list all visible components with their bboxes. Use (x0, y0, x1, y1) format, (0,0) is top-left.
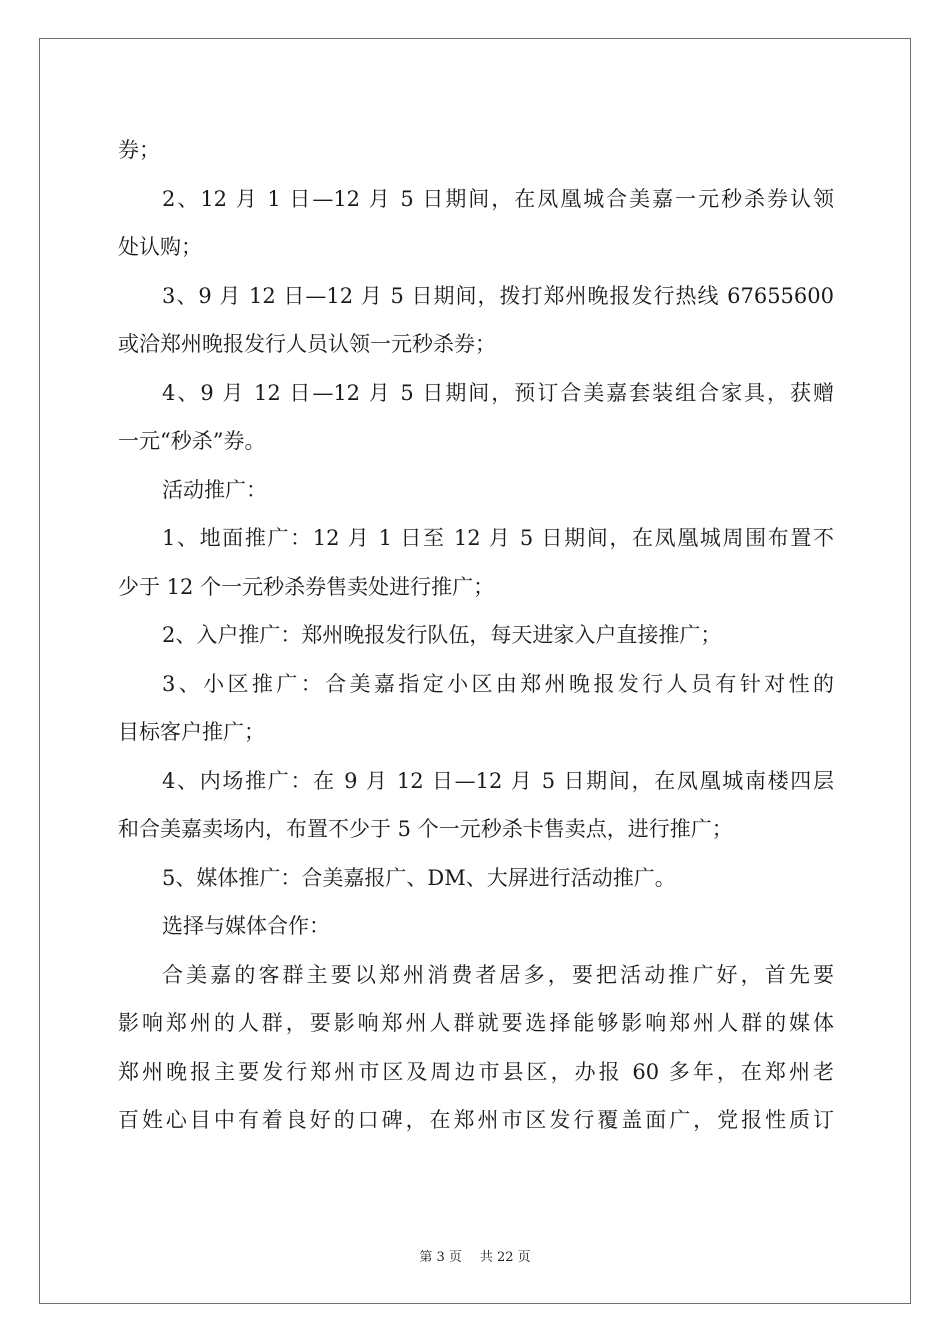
page-total: 共 22 页 (479, 1250, 531, 1265)
text-line: 1、地面推广：12 月 1 日至 12 月 5 日期间，在凤凰城周围布置不 (162, 526, 834, 550)
page-footer (0, 1246, 950, 1265)
text-line: 或洽郑州晚报发行人员认领一元秒杀券； (118, 332, 496, 356)
text-line: 少于 12 个一元秒杀券售卖处进行推广； (118, 574, 495, 599)
text-line: 处认购； (118, 235, 202, 259)
text-line: 郑州晚报主要发行郑州市区及周边市县区，办报 60 多年，在郑州老 (118, 1059, 834, 1084)
text-line: 2、入户推广：郑州晚报发行队伍，每天进家入户直接推广； (162, 623, 722, 647)
document-body (118, 126, 834, 1145)
text-line: 3、9 月 12 日—12 月 5 日期间，拨打郑州晚报发行热线 67655600 (162, 283, 834, 308)
text-line: 一元“秒杀”券。 (118, 429, 266, 453)
text-line: 4、9 月 12 日—12 月 5 日期间，预订合美嘉套装组合家具，获赠 (162, 380, 834, 405)
text-line: 5、媒体推广：合美嘉报广、DM、大屏进行活动推广。 (162, 865, 676, 890)
text-line: 合美嘉的客群主要以郑州消费者居多，要把活动推广好，首先要 (162, 962, 834, 987)
text-line: 3、小区推广：合美嘉指定小区由郑州晚报发行人员有针对性的 (162, 671, 834, 696)
text-line: 券； (118, 138, 160, 162)
text-line: 活动推广： (162, 477, 267, 502)
text-line: 百姓心目中有着良好的口碑，在郑州市区发行覆盖面广，党报性质订 (118, 1108, 834, 1132)
text-line: 影响郑州的人群，要影响郑州人群就要选择能够影响郑州人群的媒体 (118, 1011, 834, 1035)
text-line: 目标客户推广； (118, 720, 265, 744)
page-number: 第 3 页 (419, 1250, 462, 1265)
text-line: 2、12 月 1 日—12 月 5 日期间，在凤凰城合美嘉一元秒杀券认领 (162, 186, 834, 211)
text-line: 和合美嘉卖场内，布置不少于 5 个一元秒杀卡售卖点，进行推广； (118, 817, 733, 841)
text-line: 选择与媒体合作： (162, 914, 330, 938)
text-line: 4、内场推广：在 9 月 12 日—12 月 5 日期间，在凤凰城南楼四层 (162, 768, 834, 793)
